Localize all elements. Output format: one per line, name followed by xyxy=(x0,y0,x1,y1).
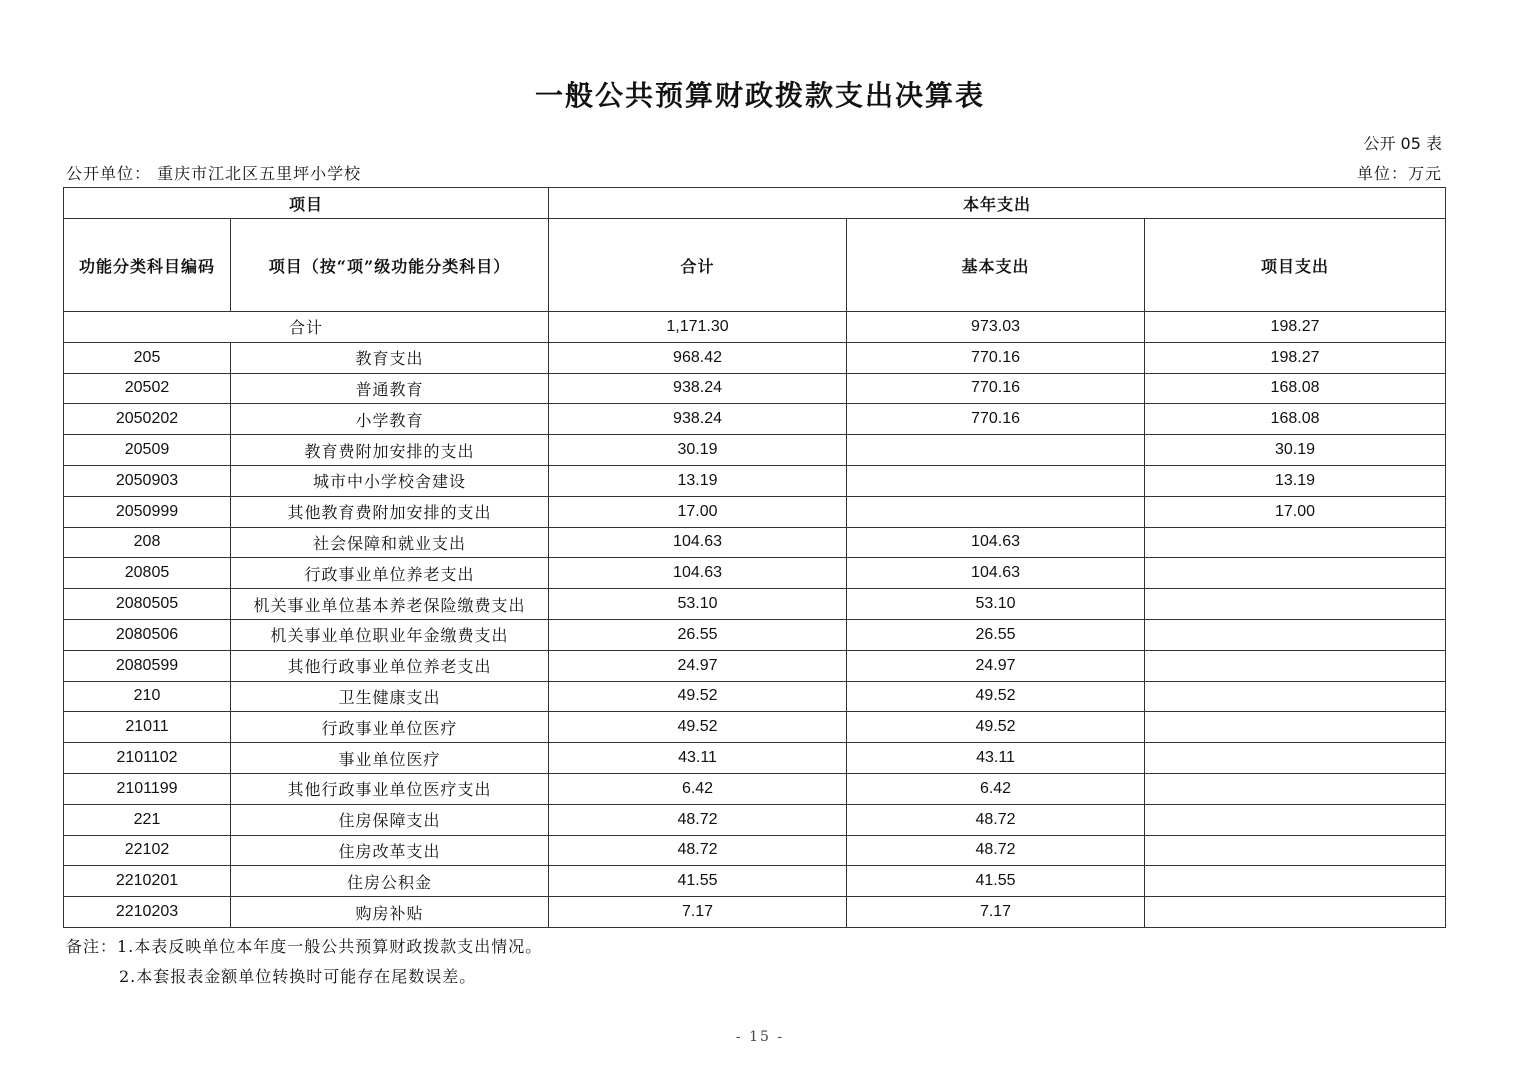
total-row-project: 198.27 xyxy=(1145,312,1446,343)
table-row xyxy=(64,496,1446,527)
row-name: 城市中小学校舍建设 xyxy=(231,465,549,496)
row-total: 48.72 xyxy=(549,804,847,835)
row-code: 2050903 xyxy=(64,465,231,496)
total-row-total: 1,171.30 xyxy=(549,312,847,343)
table-row xyxy=(64,527,1446,558)
table-row xyxy=(64,712,1446,743)
row-basic xyxy=(847,496,1145,527)
row-basic xyxy=(847,465,1145,496)
row-total: 24.97 xyxy=(549,650,847,681)
total-row xyxy=(64,312,1446,343)
header-code: 功能分类科目编码 xyxy=(64,219,231,312)
row-basic: 53.10 xyxy=(847,589,1145,620)
row-project xyxy=(1145,712,1446,743)
table-row xyxy=(64,373,1446,404)
row-total: 49.52 xyxy=(549,681,847,712)
row-total: 104.63 xyxy=(549,558,847,589)
form-number: 公开 05 表 xyxy=(1363,134,1442,153)
row-project: 168.08 xyxy=(1145,404,1446,435)
currency-unit: 单位：万元 xyxy=(1356,164,1442,183)
row-code: 221 xyxy=(64,804,231,835)
header-current-year-group: 本年支出 xyxy=(549,188,1446,219)
row-project xyxy=(1145,681,1446,712)
row-total: 7.17 xyxy=(549,897,847,928)
note-1: 备注：1.本表反映单位本年度一般公共预算财政拨款支出情况。 xyxy=(66,937,543,956)
reporting-unit: 公开单位： 重庆市江北区五里坪小学校 xyxy=(66,164,362,183)
row-project xyxy=(1145,866,1446,897)
row-total: 13.19 xyxy=(549,465,847,496)
row-basic: 48.72 xyxy=(847,835,1145,866)
row-project: 30.19 xyxy=(1145,435,1446,466)
row-name: 社会保障和就业支出 xyxy=(231,527,549,558)
row-project xyxy=(1145,619,1446,650)
row-code: 2101102 xyxy=(64,743,231,774)
row-project: 198.27 xyxy=(1145,342,1446,373)
row-project: 17.00 xyxy=(1145,496,1446,527)
row-total: 938.24 xyxy=(549,373,847,404)
table-row xyxy=(64,681,1446,712)
row-project: 168.08 xyxy=(1145,373,1446,404)
total-row-label: 合计 xyxy=(64,312,549,343)
row-name: 教育费附加安排的支出 xyxy=(231,435,549,466)
header-project: 项目支出 xyxy=(1145,219,1446,312)
table-body xyxy=(64,312,1446,928)
row-total: 938.24 xyxy=(549,404,847,435)
row-total: 26.55 xyxy=(549,619,847,650)
row-basic: 26.55 xyxy=(847,619,1145,650)
table-row xyxy=(64,773,1446,804)
table-row xyxy=(64,743,1446,774)
table-row xyxy=(64,589,1446,620)
row-code: 2080506 xyxy=(64,619,231,650)
row-name: 机关事业单位基本养老保险缴费支出 xyxy=(231,589,549,620)
row-code: 2050999 xyxy=(64,496,231,527)
row-total: 6.42 xyxy=(549,773,847,804)
row-basic: 770.16 xyxy=(847,404,1145,435)
row-name: 小学教育 xyxy=(231,404,549,435)
row-code: 208 xyxy=(64,527,231,558)
row-code: 20502 xyxy=(64,373,231,404)
row-basic: 104.63 xyxy=(847,558,1145,589)
row-name: 其他行政事业单位养老支出 xyxy=(231,650,549,681)
row-basic: 6.42 xyxy=(847,773,1145,804)
row-total: 53.10 xyxy=(549,589,847,620)
row-code: 2050202 xyxy=(64,404,231,435)
row-code: 2080505 xyxy=(64,589,231,620)
table-row xyxy=(64,404,1446,435)
table-row xyxy=(64,465,1446,496)
table-row xyxy=(64,804,1446,835)
row-name: 住房保障支出 xyxy=(231,804,549,835)
table-row xyxy=(64,897,1446,928)
unit-info-row xyxy=(66,161,1442,183)
row-total: 17.00 xyxy=(549,496,847,527)
row-total: 41.55 xyxy=(549,866,847,897)
row-project xyxy=(1145,589,1446,620)
table-row xyxy=(64,619,1446,650)
header-name: 项目（按“项”级功能分类科目） xyxy=(231,219,549,312)
row-name: 教育支出 xyxy=(231,342,549,373)
row-name: 购房补贴 xyxy=(231,897,549,928)
table-row xyxy=(64,558,1446,589)
expenditure-table xyxy=(63,187,1446,928)
header-row-columns xyxy=(64,219,1446,312)
row-name: 机关事业单位职业年金缴费支出 xyxy=(231,619,549,650)
row-code: 2080599 xyxy=(64,650,231,681)
row-basic: 104.63 xyxy=(847,527,1145,558)
row-project: 13.19 xyxy=(1145,465,1446,496)
row-name: 行政事业单位养老支出 xyxy=(231,558,549,589)
row-project xyxy=(1145,650,1446,681)
table-row xyxy=(64,835,1446,866)
note-2: 2.本套报表金额单位转换时可能存在尾数误差。 xyxy=(119,967,477,986)
row-basic: 7.17 xyxy=(847,897,1145,928)
row-basic xyxy=(847,435,1145,466)
row-project xyxy=(1145,558,1446,589)
row-code: 205 xyxy=(64,342,231,373)
total-row-basic: 973.03 xyxy=(847,312,1145,343)
row-basic: 24.97 xyxy=(847,650,1145,681)
row-total: 104.63 xyxy=(549,527,847,558)
row-basic: 41.55 xyxy=(847,866,1145,897)
row-name: 住房公积金 xyxy=(231,866,549,897)
notes xyxy=(66,932,542,992)
row-project xyxy=(1145,527,1446,558)
row-basic: 770.16 xyxy=(847,373,1145,404)
row-basic: 49.52 xyxy=(847,681,1145,712)
row-basic: 48.72 xyxy=(847,804,1145,835)
row-total: 30.19 xyxy=(549,435,847,466)
row-code: 20805 xyxy=(64,558,231,589)
row-code: 210 xyxy=(64,681,231,712)
page-title: 一般公共预算财政拨款支出决算表 xyxy=(534,79,985,112)
row-name: 其他教育费附加安排的支出 xyxy=(231,496,549,527)
row-name: 行政事业单位医疗 xyxy=(231,712,549,743)
row-name: 其他行政事业单位医疗支出 xyxy=(231,773,549,804)
row-basic: 770.16 xyxy=(847,342,1145,373)
row-total: 43.11 xyxy=(549,743,847,774)
row-project xyxy=(1145,835,1446,866)
row-basic: 49.52 xyxy=(847,712,1145,743)
header-row-group xyxy=(64,188,1446,219)
row-code: 22102 xyxy=(64,835,231,866)
row-code: 2210201 xyxy=(64,866,231,897)
header-basic: 基本支出 xyxy=(847,219,1145,312)
row-name: 普通教育 xyxy=(231,373,549,404)
row-code: 2210203 xyxy=(64,897,231,928)
header-total: 合计 xyxy=(549,219,847,312)
row-code: 20509 xyxy=(64,435,231,466)
row-name: 住房改革支出 xyxy=(231,835,549,866)
row-total: 48.72 xyxy=(549,835,847,866)
table-row xyxy=(64,342,1446,373)
row-total: 49.52 xyxy=(549,712,847,743)
row-project xyxy=(1145,897,1446,928)
row-name: 卫生健康支出 xyxy=(231,681,549,712)
header-item-group: 项目 xyxy=(64,188,549,219)
table-row xyxy=(64,866,1446,897)
row-project xyxy=(1145,773,1446,804)
row-project xyxy=(1145,743,1446,774)
table-row xyxy=(64,435,1446,466)
page-number: - 15 - xyxy=(735,1029,785,1045)
table-row xyxy=(64,650,1446,681)
row-total: 968.42 xyxy=(549,342,847,373)
row-code: 2101199 xyxy=(64,773,231,804)
row-code: 21011 xyxy=(64,712,231,743)
row-project xyxy=(1145,804,1446,835)
row-basic: 43.11 xyxy=(847,743,1145,774)
row-name: 事业单位医疗 xyxy=(231,743,549,774)
